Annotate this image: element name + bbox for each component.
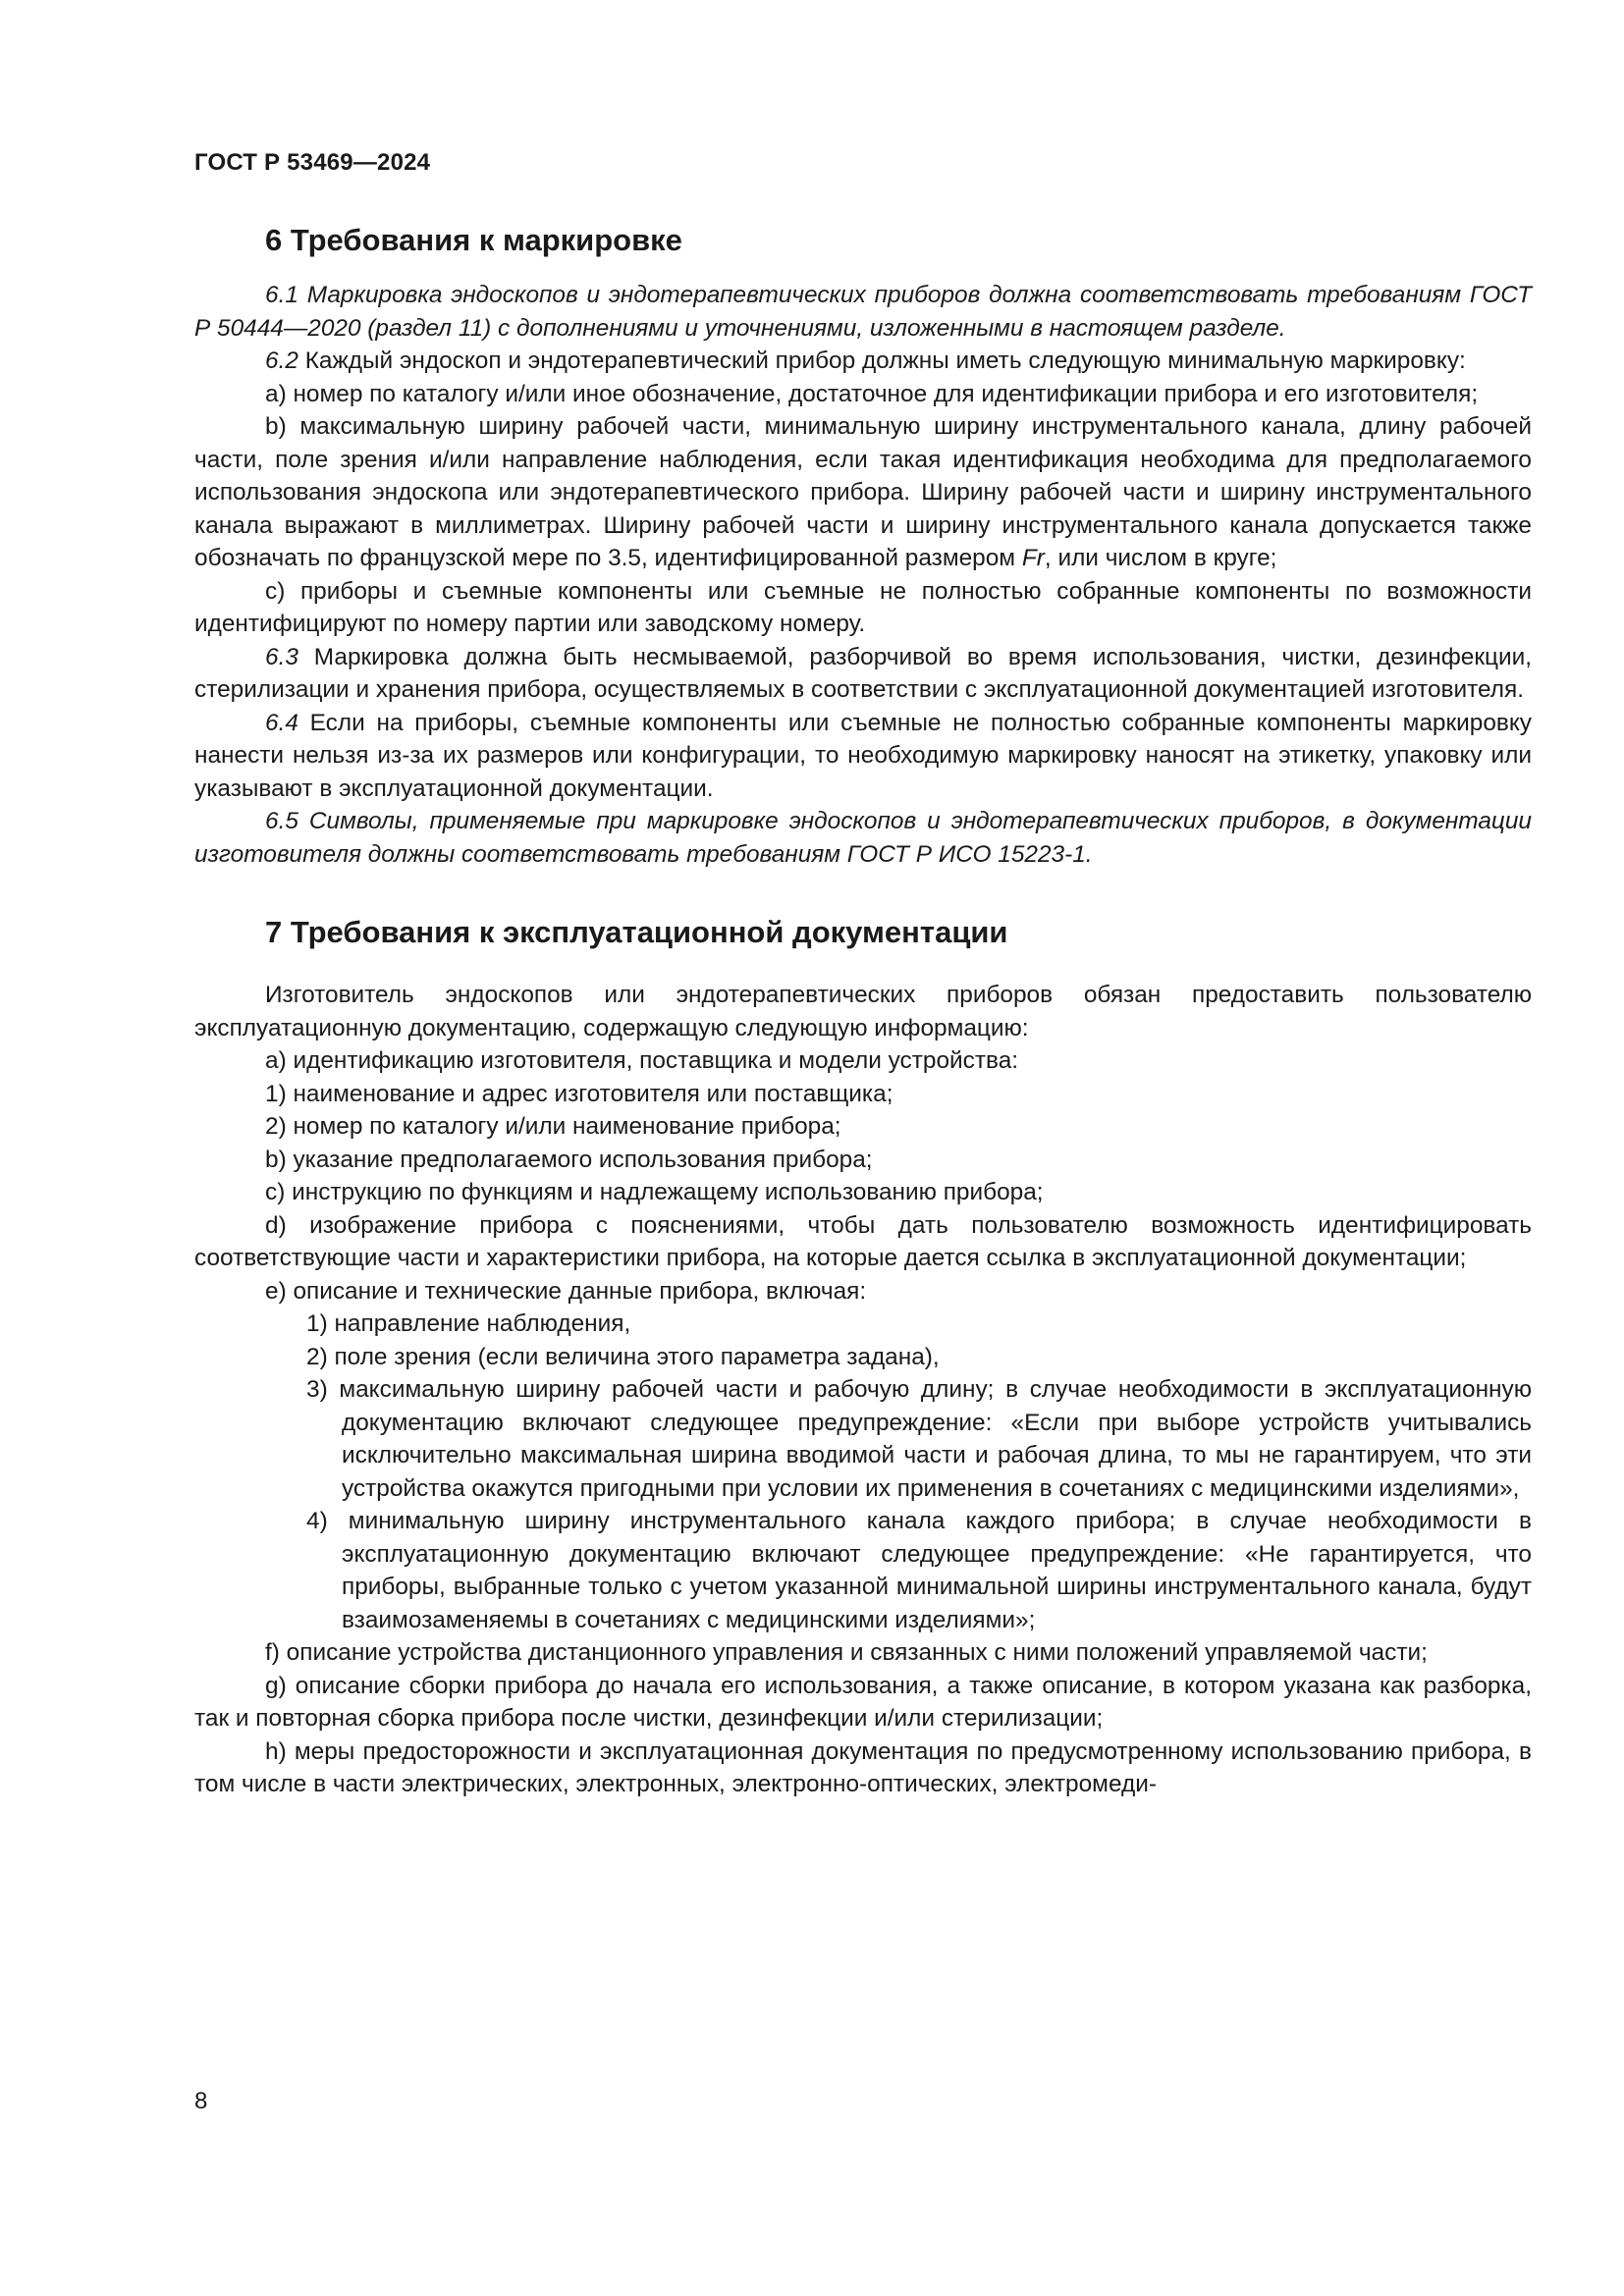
marking-item-a: а) номер по каталогу и/или иное обозначение, достаточное для идентификации прибора и его изготовителя; xyxy=(265,380,1479,407)
clause-6-4 xyxy=(194,707,1532,806)
clause-6-2 xyxy=(194,345,1532,378)
doc-item-d: d) изображение прибора с пояснениями, чтобы дать пользователю возможность идентифицировать соответствующие части и характеристики прибора, на которые дается ссылка в эксплуатационной документации; xyxy=(194,1211,1532,1271)
doc-item-h: h) меры предосторожности и эксплуатационная документация по предусмотренному использованию прибора, в том числе в части электрических, электронных, электронно-оптических, электромеди- xyxy=(194,1737,1532,1797)
marking-item-c: с) приборы и съемные компоненты или съемные не полностью собранные компоненты по возможности идентифицируют по номеру партии или заводскому номеру. xyxy=(194,577,1532,637)
clause-6-3 xyxy=(194,641,1532,707)
doc-item-g: g) описание сборки прибора до начала его использования, а также описание, в котором указана как разборка, так и повторная сборка прибора после чистки, дезинфекции и/или стерилизации; xyxy=(194,1672,1532,1732)
section-7-title: 7 Требования к эксплуатационной документации xyxy=(265,915,1008,949)
clause-number: 6.4 xyxy=(265,709,298,736)
clause-text: Если на приборы, съемные компоненты или съемные не полностью собранные компоненты маркировку нанести нельзя из-за их размеров или конфигурации, то необходимую маркировку наносят на этикетку, упаковку или указывают в эксплуатационной документации. xyxy=(194,709,1532,802)
doc-item-a: а) идентификацию изготовителя, поставщика и модели устройства: xyxy=(265,1047,1019,1074)
marking-item-b-text: b) максимальную ширину рабочей части, минимальную ширину инструментального канала, длину рабочей части, поле зрения и/или направление наблюдения, если такая идентификация необходима для предполагаемого использования эндоскопа или эндотерапевтического прибора. Ширину рабочей части и ширину инструментального канала выражают в миллиметрах. Ширину рабочей части и ширину инструментального канала допускается также обозначать по французской мере по 3.5, идентифицированной размером xyxy=(194,413,1532,571)
doc-item-e-2: 2) поле зрения (если величина этого параметра задана), xyxy=(306,1343,940,1370)
doc-item-a-1: 1) наименование и адрес изготовителя или поставщика; xyxy=(265,1080,893,1107)
clause-text: Символы, применяемые при маркировке эндоскопов и эндотерапевтических приборов, в документации изготовителя должны соответствовать требованиям ГОСТ Р ИСО 15223-1. xyxy=(194,808,1532,868)
page-number: 8 xyxy=(194,2088,208,2114)
doc-item-e-1: 1) направление наблюдения, xyxy=(306,1310,631,1337)
clause-number: 6.3 xyxy=(265,643,298,670)
marking-item-b-tail: , или числом в круге; xyxy=(1044,545,1277,571)
clause-6-5 xyxy=(194,805,1532,871)
section-7-intro: Изготовитель эндоскопов или эндотерапевтических приборов обязан предоставить пользователю эксплуатационную документацию, содержащую следующую информацию: xyxy=(194,982,1532,1041)
clause-number: 6.5 xyxy=(265,808,298,834)
clause-6-1 xyxy=(194,279,1532,345)
clause-text: Каждый эндоскоп и эндотерапевтический прибор должны иметь следующую минимальную маркировку: xyxy=(298,347,1466,374)
doc-item-e-4: 4) минимальную ширину инструментального канала каждого прибора; в случае необходимости в эксплуатационную документацию включают следующее предупреждение: «Не гарантируется, что приборы, выбранные только с учетом указанной минимальной ширины инструментального канала, будут взаимозаменяемы в сочетаниях с медицинскими изделиями»; xyxy=(306,1508,1532,1633)
doc-item-a-2: 2) номер по каталогу и/или наименование прибора; xyxy=(265,1113,841,1140)
doc-item-f: f) описание устройства дистанционного управления и связанных с ними положений управляемой части; xyxy=(265,1639,1428,1666)
clause-number: 6.2 xyxy=(265,347,298,374)
doc-item-c: с) инструкцию по функциям и надлежащему использованию прибора; xyxy=(265,1179,1044,1205)
doc-item-b: b) указание предполагаемого использования прибора; xyxy=(265,1146,873,1173)
clause-text: Маркировка должна быть несмываемой, разборчивой во время использования, чистки, дезинфекции, стерилизации и хранения прибора, осуществляемых в соответствии с эксплуатационной документацией изготовителя. xyxy=(194,643,1532,703)
page-content xyxy=(194,218,1532,1801)
document-code-header: ГОСТ Р 53469—2024 xyxy=(194,149,431,176)
marking-item-b xyxy=(194,410,1532,575)
clause-text: Маркировка эндоскопов и эндотерапевтических приборов должна соответствовать требованиям ГОСТ Р 50444—2020 (раздел 11) с дополнениями и уточнениями, изложенными в настоящем разделе. xyxy=(194,282,1532,342)
clause-number: 6.1 xyxy=(265,282,298,308)
doc-item-e-3: 3) максимальную ширину рабочей части и рабочую длину; в случае необходимости в эксплуатационную документацию включают следующее предупреждение: «Если при выборе устройств учитывались исключительно максимальная ширина вводимой части и рабочая длина, то мы не гарантируем, что эти устройства окажутся пригодными при условии их применения в сочетаниях с медицинскими изделиями», xyxy=(306,1376,1532,1502)
doc-item-e: е) описание и технические данные прибора, включая: xyxy=(265,1277,867,1305)
section-6-title: 6 Требования к маркировке xyxy=(265,223,682,257)
french-size-symbol: Fr xyxy=(1021,545,1045,571)
